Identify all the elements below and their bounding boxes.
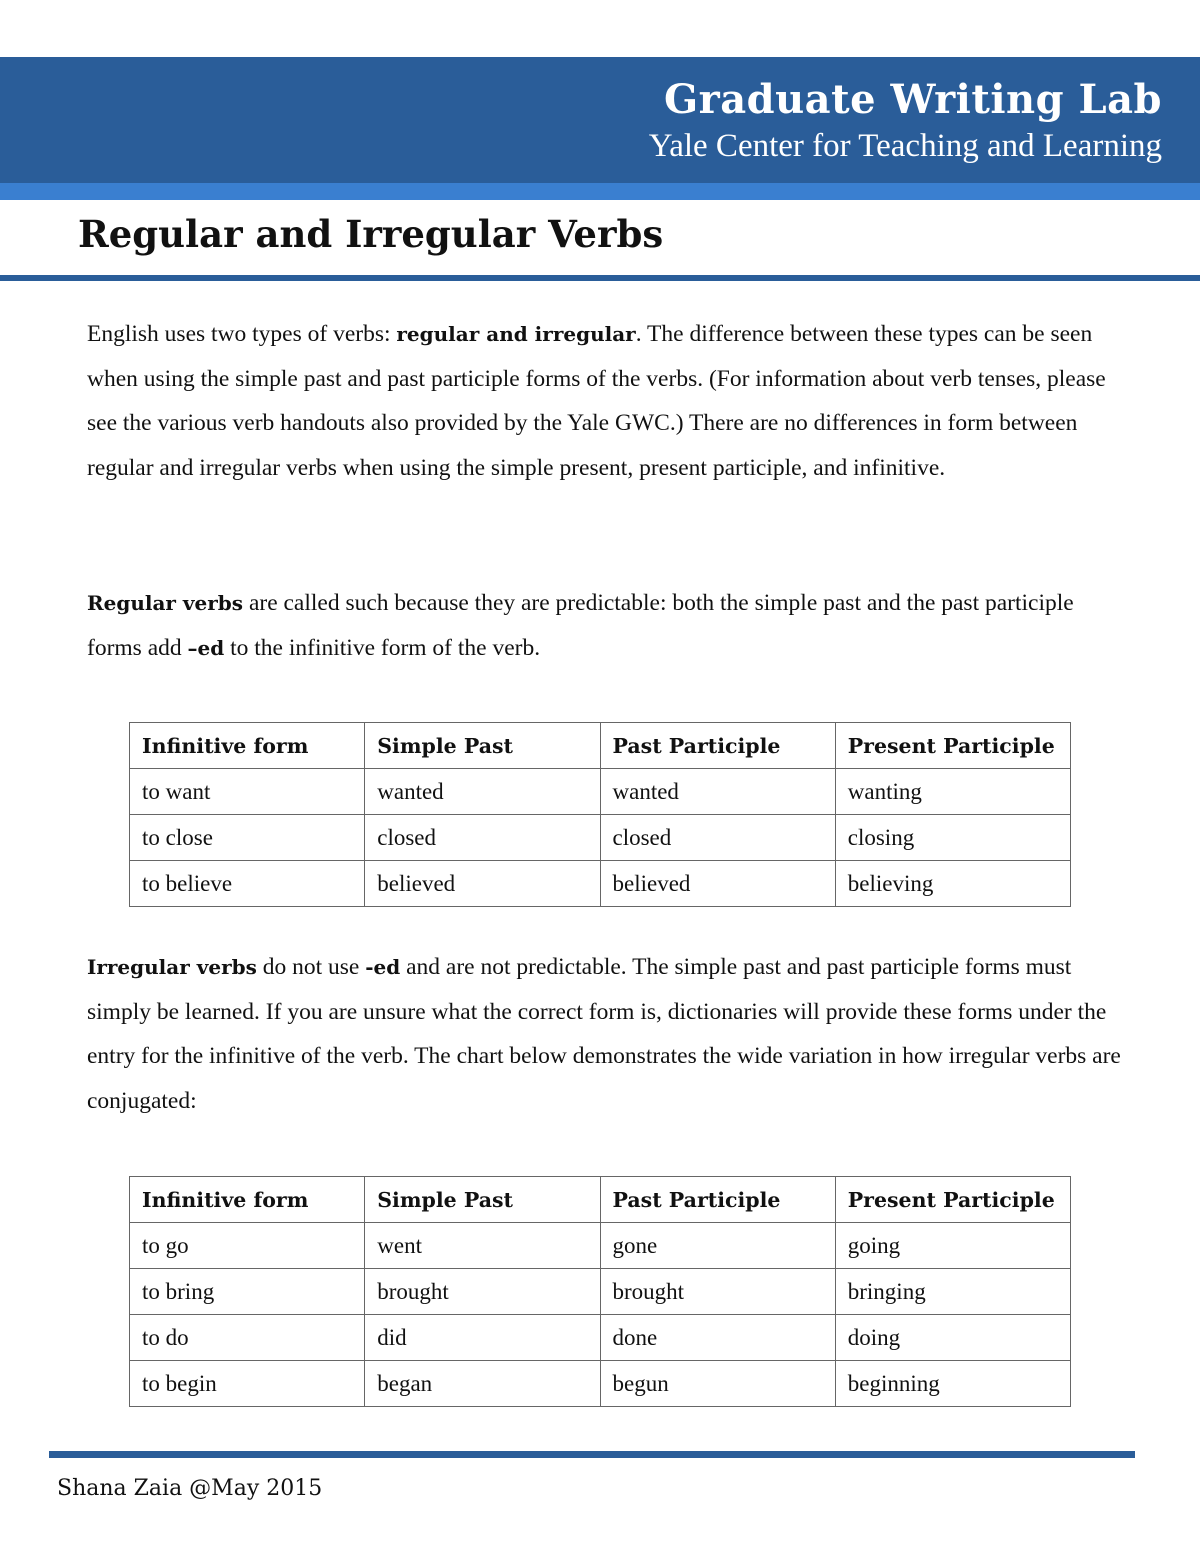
regular-text-2: to the infinitive form of the verb. — [224, 634, 541, 661]
table-row — [130, 1361, 1071, 1407]
table-cell: went — [365, 1223, 600, 1269]
table-cell: to bring — [130, 1269, 365, 1315]
table-cell: begun — [600, 1361, 835, 1407]
table-cell: to do — [130, 1315, 365, 1361]
header-cell: Present Participle — [835, 1177, 1070, 1223]
table-cell: believed — [600, 861, 835, 907]
table-cell: wanted — [365, 769, 600, 815]
intro-text-2: . The difference between these types can be seen when using the simple past and past participle forms of the verbs. (For information about verb tenses, please see the various verb handouts also provided by the Yale GWC.) There are no differences in form between regular and irregular verbs when using the simple present, present participle, and infinitive. — [87, 321, 1106, 481]
table-cell: gone — [600, 1223, 835, 1269]
table-cell: to go — [130, 1223, 365, 1269]
table-row — [130, 815, 1071, 861]
regular-paragraph — [87, 581, 1127, 670]
table-cell: to begin — [130, 1361, 365, 1407]
ed-suffix: –ed — [187, 635, 225, 660]
footer-author: Shana Zaia @May 2015 — [57, 1476, 323, 1501]
header-cell: Past Participle — [600, 723, 835, 769]
regular-verbs-term: Regular verbs — [87, 591, 244, 615]
header-subtitle: Yale Center for Teaching and Learning — [648, 128, 1162, 164]
table-cell: closing — [835, 815, 1070, 861]
table-cell: to close — [130, 815, 365, 861]
footer-divider — [49, 1451, 1135, 1458]
regular-text-1: are called such because they are predictable: both the simple past and the past participle forms add — [87, 590, 1074, 661]
table-header-row — [130, 1177, 1071, 1223]
table-cell: brought — [365, 1269, 600, 1315]
header-cell: Simple Past — [365, 1177, 600, 1223]
table-cell: did — [365, 1315, 600, 1361]
table-row — [130, 861, 1071, 907]
irregular-verbs-term: Irregular verbs — [87, 955, 257, 979]
irregular-text-1: do not use — [256, 954, 366, 980]
table-cell: to want — [130, 769, 365, 815]
table-row — [130, 769, 1071, 815]
header-stripe — [0, 183, 1200, 200]
table-cell: bringing — [835, 1269, 1070, 1315]
table-cell: closed — [600, 815, 835, 861]
header-cell: Infinitive form — [130, 723, 365, 769]
table-cell: to believe — [130, 861, 365, 907]
header-title: Graduate Writing Lab — [663, 76, 1162, 123]
table-cell: wanted — [600, 769, 835, 815]
table-cell: believed — [365, 861, 600, 907]
table-cell: beginning — [835, 1361, 1070, 1407]
table-cell: believing — [835, 861, 1070, 907]
regular-verbs-table — [129, 722, 1071, 907]
intro-bold: regular and irregular — [396, 322, 636, 346]
table-header-row — [130, 723, 1071, 769]
table-cell: closed — [365, 815, 600, 861]
irregular-verbs-table — [129, 1176, 1071, 1407]
table-row — [130, 1223, 1071, 1269]
header-cell: Simple Past — [365, 723, 600, 769]
table-row — [130, 1269, 1071, 1315]
title-divider — [0, 275, 1200, 281]
table-cell: doing — [835, 1315, 1070, 1361]
table-cell: going — [835, 1223, 1070, 1269]
table-row — [130, 1315, 1071, 1361]
irregular-paragraph — [87, 945, 1127, 1123]
irregular-text-2: and are not predictable. The simple past and past participle forms must simply be learned. If you are unsure what the correct form is, dictionaries will provide these forms under the entry for the infinitive of the verb. The chart below demonstrates the wide variation in how irregular verbs are conjugated: — [87, 954, 1121, 1114]
header-cell: Past Participle — [600, 1177, 835, 1223]
intro-text-1: English uses two types of verbs: — [87, 321, 397, 347]
table-cell: wanting — [835, 769, 1070, 815]
table-cell: brought — [600, 1269, 835, 1315]
header-cell: Infinitive form — [130, 1177, 365, 1223]
intro-paragraph — [87, 312, 1127, 490]
header-cell: Present Participle — [835, 723, 1070, 769]
table-cell: done — [600, 1315, 835, 1361]
page-title: Regular and Irregular Verbs — [78, 212, 664, 256]
table-cell: began — [365, 1361, 600, 1407]
ed-suffix: -ed — [365, 955, 401, 979]
